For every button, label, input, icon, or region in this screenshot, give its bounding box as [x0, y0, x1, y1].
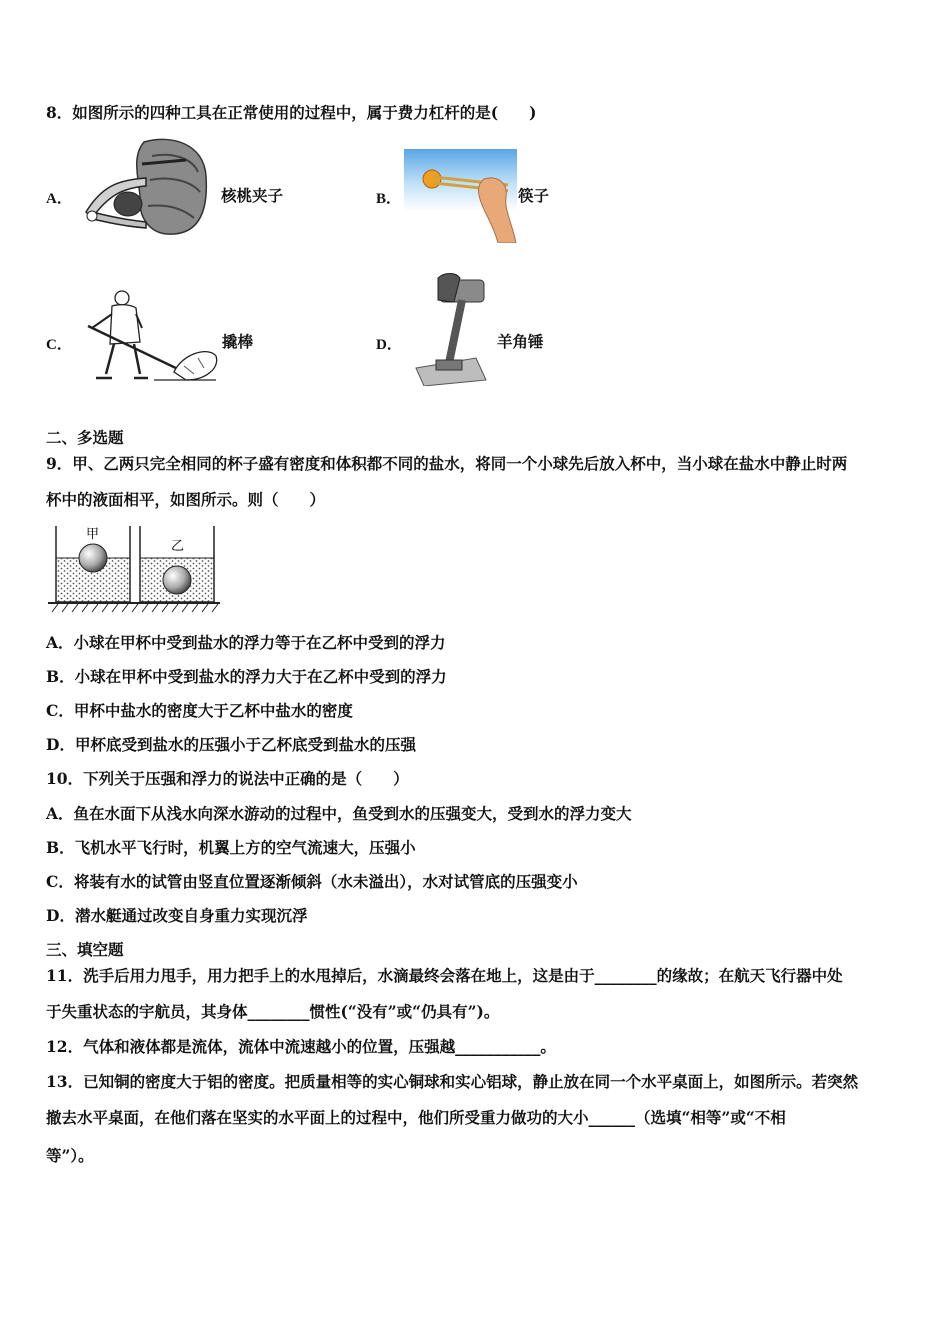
q9-option-c: C．甲杯中盐水的密度大于乙杯中盐水的密度 — [46, 701, 353, 720]
q10-stem: 10．下列关于压强和浮力的说法中正确的是（ ） — [46, 769, 409, 788]
q13-line2: 撤去水平桌面，在他们落在坚实的水平面上的过程中，他们所受重力做功的大小______（选填“相等”或“不相 — [46, 1108, 786, 1127]
section-title-multiple-choice: 二、多选题 — [46, 428, 124, 447]
q8-option-c-letter: C． — [46, 337, 72, 353]
q9-stem-line1: 9．甲、乙两只完全相同的杯子盛有密度和体积都不同的盐水，将同一个小球先后放入杯中，当小球在盐水中静止时两 — [46, 454, 848, 473]
cup-label-jia: 甲 — [86, 527, 100, 542]
q10-option-a: A．鱼在水面下从浅水向深水游动的过程中，鱼受到水的压强变大，受到水的浮力变大 — [46, 804, 632, 823]
q10-option-d: D．潜水艇通过改变自身重力实现沉浮 — [46, 906, 308, 925]
q10-option-b: B．飞机水平飞行时，机翼上方的空气流速大，压强小 — [46, 838, 416, 857]
q11-line2: 于失重状态的宇航员，其身体________惯性(“没有”或“仍具有”)。 — [46, 1002, 500, 1021]
q13-line1: 13．已知铜的密度大于铝的密度。把质量相等的实心铜球和实心铝球，静止放在同一个水平桌面上，如图所示。若突然 — [46, 1072, 859, 1091]
q8-option-d-letter: D． — [376, 337, 402, 353]
q9-option-a: A．小球在甲杯中受到盐水的浮力等于在乙杯中受到的浮力 — [46, 633, 446, 652]
q9-stem-line2: 杯中的液面相平，如图所示。则（ ） — [46, 490, 326, 509]
q8-option-a-name: 核桃夹子 — [221, 186, 284, 205]
q11-line1: 11．洗手后用力甩手，用力把手上的水甩掉后，水滴最终会落在地上，这是由于________的缘故；在航天飞行器中处 — [46, 966, 843, 985]
q8-option-b-letter: B． — [376, 191, 402, 207]
cup-label-yi: 乙 — [171, 539, 185, 554]
crowbar-image — [82, 288, 220, 384]
q12-line1: 12．气体和液体都是流体，流体中流速越小的位置，压强越___________。 — [46, 1037, 556, 1056]
q8-stem: 8．如图所示的四种工具在正常使用的过程中，属于费力杠杆的是( ) — [46, 103, 537, 122]
nutcracker-image — [82, 136, 210, 238]
q9-option-b: B．小球在甲杯中受到盐水的浮力大于在乙杯中受到的浮力 — [46, 667, 447, 686]
q8-option-c-name: 撬棒 — [222, 332, 254, 351]
q8-option-a-letter: A． — [46, 191, 72, 207]
two-cups-diagram — [48, 522, 220, 614]
q9-option-d: D．甲杯底受到盐水的压强小于乙杯底受到盐水的压强 — [46, 735, 416, 754]
chopsticks-image — [404, 149, 517, 243]
section-title-fill-in: 三、填空题 — [46, 940, 124, 959]
q8-option-b-name: 筷子 — [518, 186, 550, 205]
q8-option-d-name: 羊角锤 — [497, 332, 544, 351]
claw-hammer-image — [414, 270, 490, 386]
q13-line3: 等”）。 — [46, 1146, 94, 1165]
q10-option-c: C．将装有水的试管由竖直位置逐渐倾斜（水未溢出），水对试管底的压强变小 — [46, 872, 578, 891]
